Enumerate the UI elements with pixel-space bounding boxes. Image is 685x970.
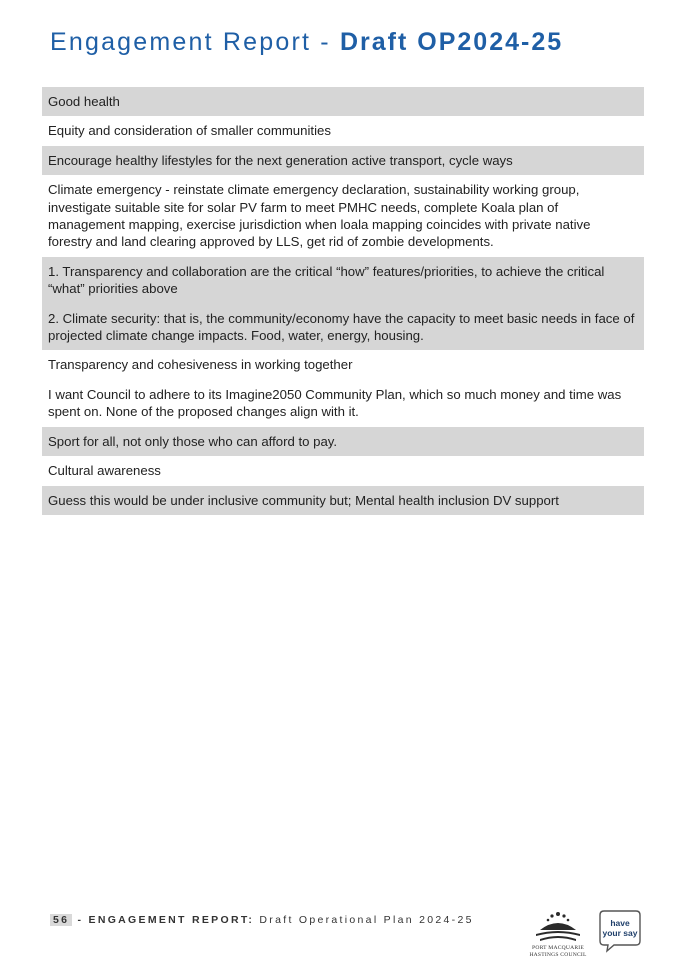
- responses-table: [42, 87, 644, 515]
- page-title: [50, 28, 563, 57]
- table-row: [42, 146, 644, 175]
- table-row: [42, 456, 644, 485]
- page-number: 56: [50, 914, 72, 926]
- response-text: Cultural awareness: [48, 463, 161, 479]
- page-title-prefix: Engagement Report -: [50, 28, 340, 56]
- table-row: [42, 380, 644, 427]
- table-row: [42, 175, 644, 257]
- response-text: 1. Transparency and collaboration are the critical “how” features/priorities, to achieve the critical “what” priorities above: [48, 263, 605, 297]
- footer-subtitle: Draft Operational Plan 2024-25: [254, 914, 474, 926]
- have-your-say-line2: your say: [602, 928, 638, 938]
- table-row: [42, 486, 644, 515]
- footer-report-label: ENGAGEMENT REPORT:: [88, 914, 255, 926]
- council-name-line2: HASTINGS COUNCIL: [529, 952, 587, 958]
- response-text: Guess this would be under inclusive community but; Mental health inclusion DV support: [48, 492, 559, 508]
- footer-separator: -: [72, 914, 89, 926]
- table-row: [42, 427, 644, 456]
- have-your-say-logo: [598, 909, 642, 953]
- page-title-bold: Draft OP2024-25: [339, 28, 564, 56]
- table-row: [42, 350, 644, 379]
- response-text: Good health: [48, 94, 120, 109]
- council-emblem-icon: [526, 908, 590, 944]
- have-your-say-line1: have: [610, 918, 630, 928]
- response-text: Equity and consideration of smaller communities: [48, 123, 331, 139]
- response-text: Transparency and cohesiveness in working together: [48, 357, 353, 373]
- council-logo: [526, 908, 590, 960]
- response-text: 2. Climate security: that is, the community/economy have the capacity to meet basic needs in face of projected climate change impacts. Food, water, energy, housing.: [48, 310, 635, 344]
- response-text: I want Council to adhere to its Imagine2050 Community Plan, which so much money and time was spent on. None of the proposed changes align with it.: [48, 386, 622, 420]
- table-row: [42, 257, 644, 351]
- page-footer: [50, 914, 474, 926]
- response-text: Encourage healthy lifestyles for the next generation active transport, cycle ways: [48, 152, 513, 168]
- response-text: Sport for all, not only those who can afford to pay.: [48, 433, 338, 449]
- council-name-line1: PORT MACQUARIE: [532, 945, 584, 951]
- response-text: Climate emergency - reinstate climate emergency declaration, sustainability working group, investigate suitable site for solar PV farm to meet PMHC needs, complete Koala plan of management mapping, exercise jurisdiction when loala mapping coincides with private native forestry and land clearing approved by LLS, get rid of zombie developments.: [48, 182, 591, 250]
- table-row: [42, 87, 644, 116]
- table-row: [42, 116, 644, 145]
